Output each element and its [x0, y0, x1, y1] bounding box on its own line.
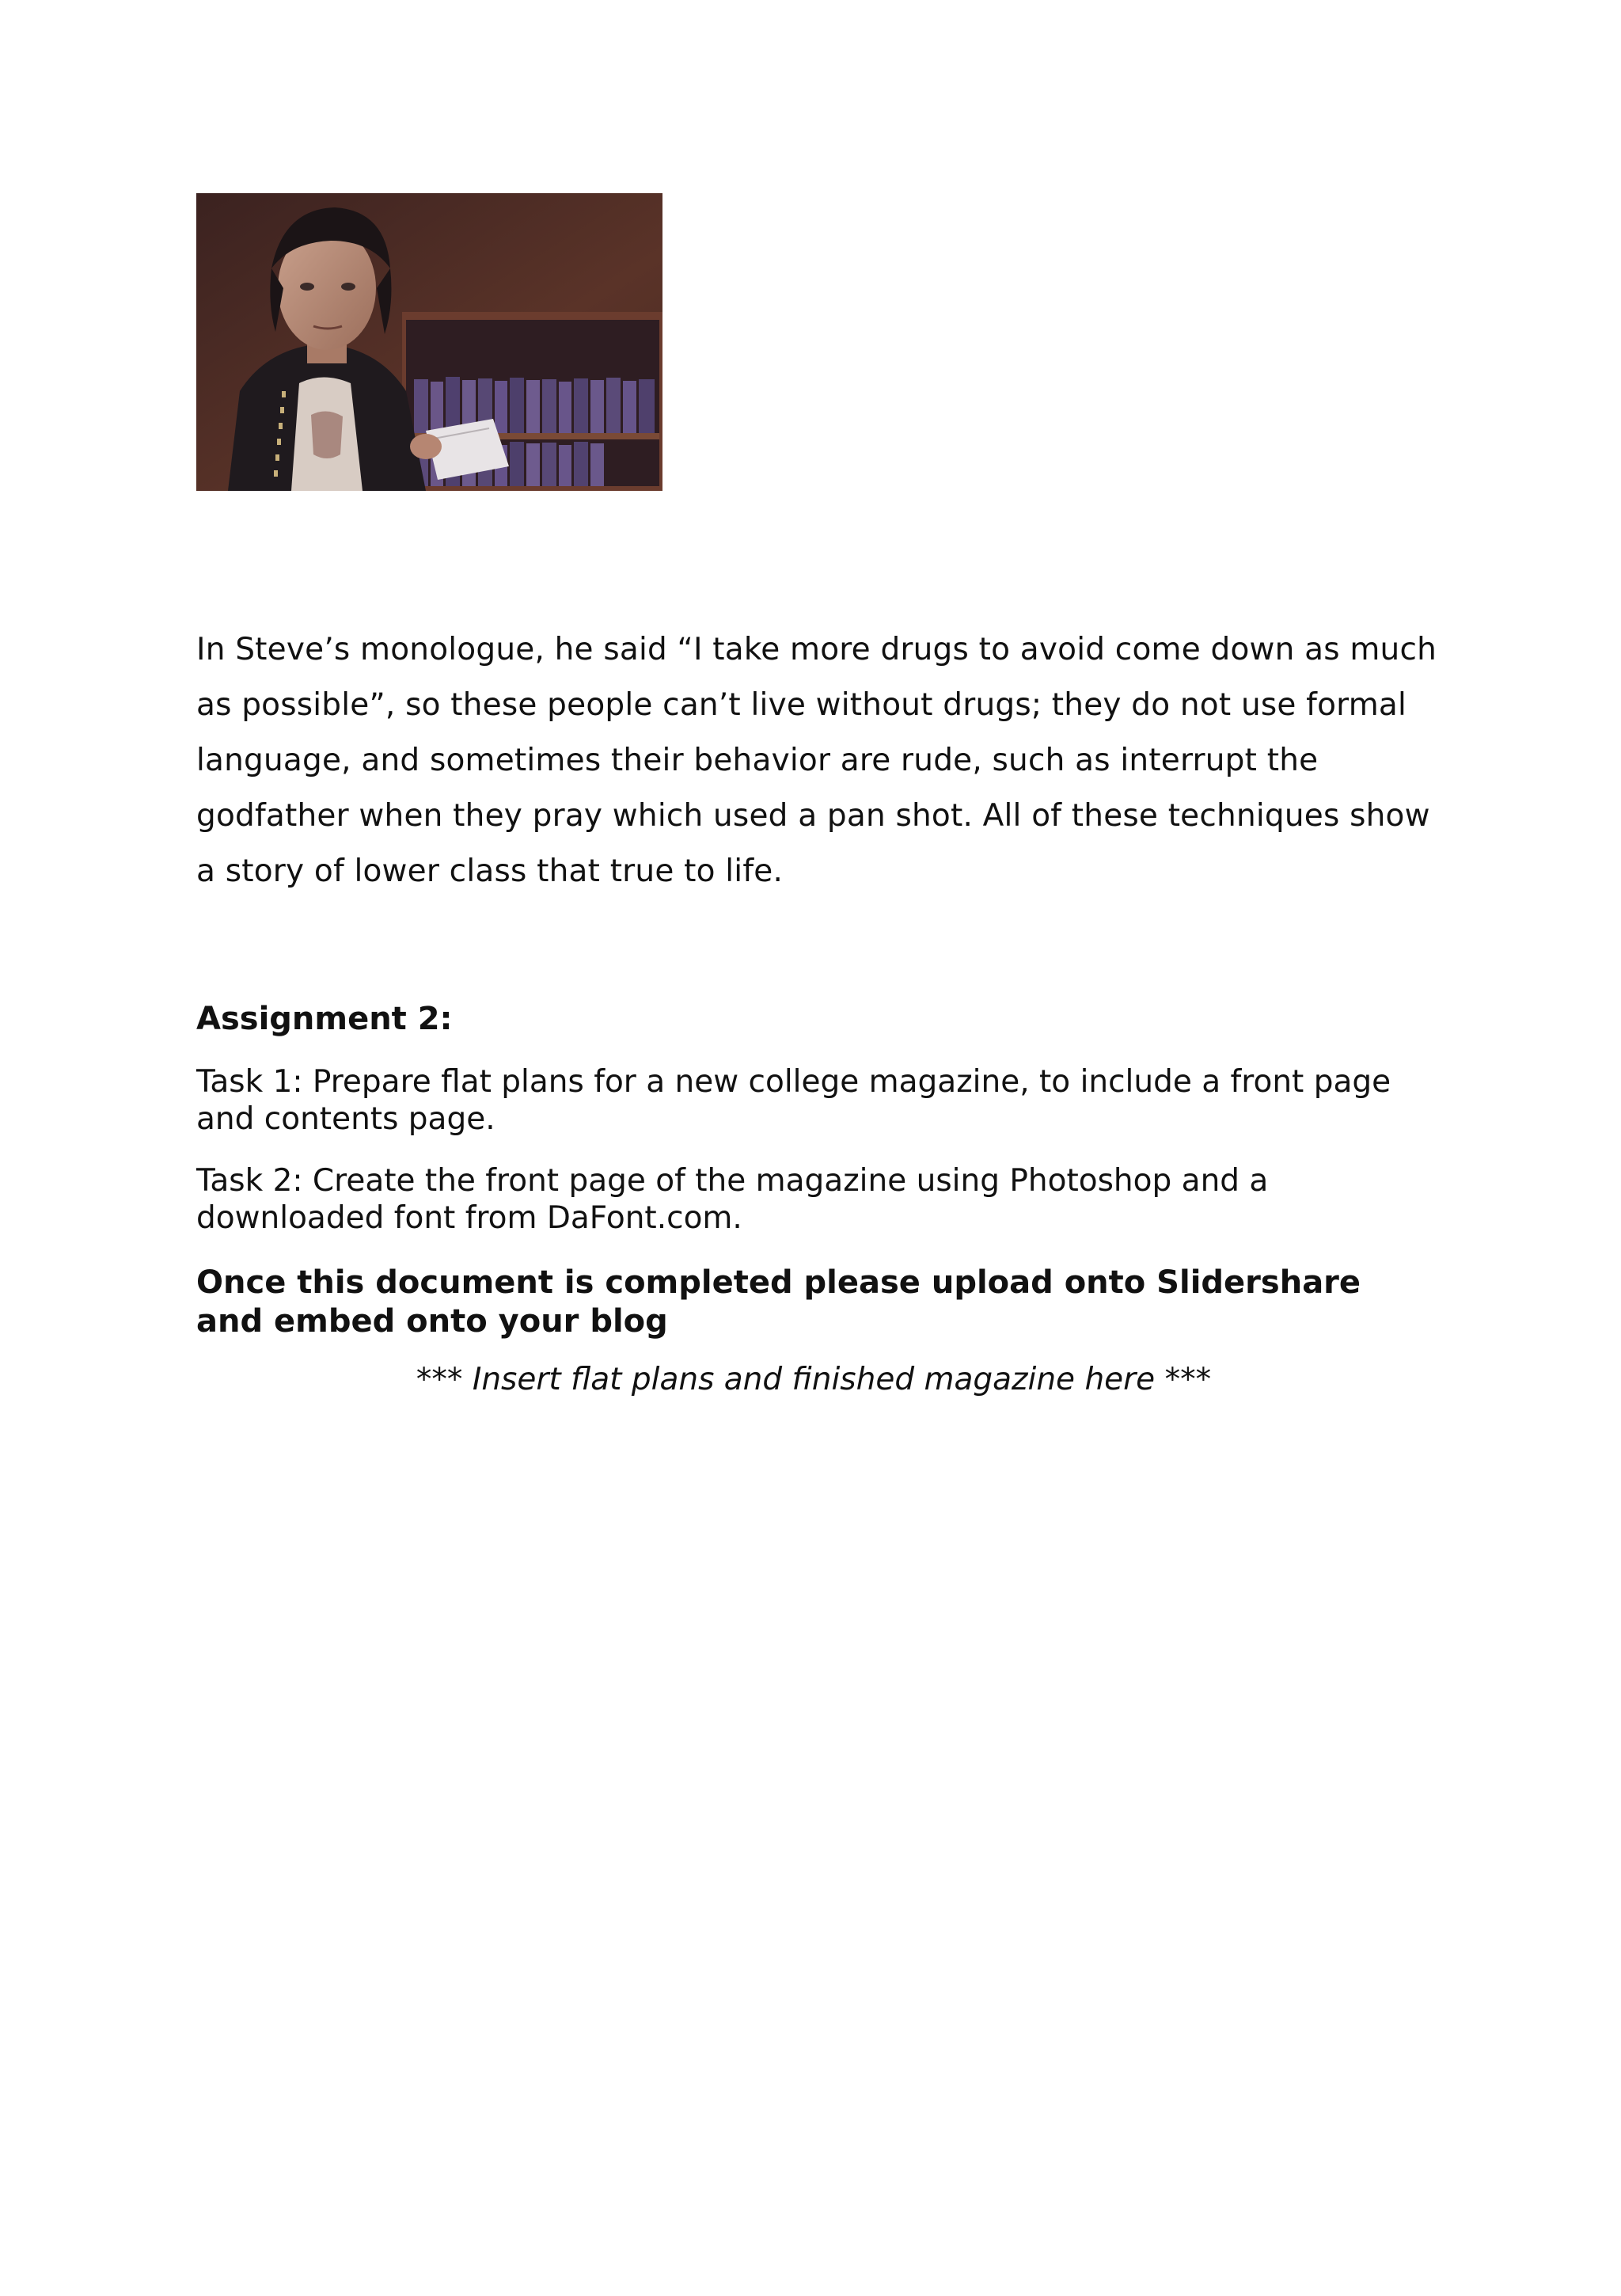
- film-still-illustration: [196, 193, 662, 491]
- upload-instruction: Once this document is completed please upload onto Slidershare and embed onto your blog: [196, 1264, 1361, 1340]
- film-still-image: [196, 193, 662, 491]
- assignment-heading: Assignment 2:: [196, 1001, 453, 1037]
- task-1-text: Task 1: Prepare flat plans for a new college magazine, to include a front page and contents page.: [196, 1064, 1391, 1137]
- monologue-paragraph: In Steve’s monologue, he said “I take more drugs to avoid come down as much as possible”, so these people can’t live without drugs; they do not use formal language, and sometimes their behavior are rude, such as interrupt the godfather when they pray which used a pan shot. All of these techniques show a story of lower class that true to life.: [196, 632, 1437, 889]
- task-2-text: Task 2: Create the front page of the magazine using Photoshop and a downloaded font from DaFont.com.: [196, 1163, 1269, 1236]
- insert-placeholder: *** Insert flat plans and finished magazine here ***: [416, 1362, 1212, 1397]
